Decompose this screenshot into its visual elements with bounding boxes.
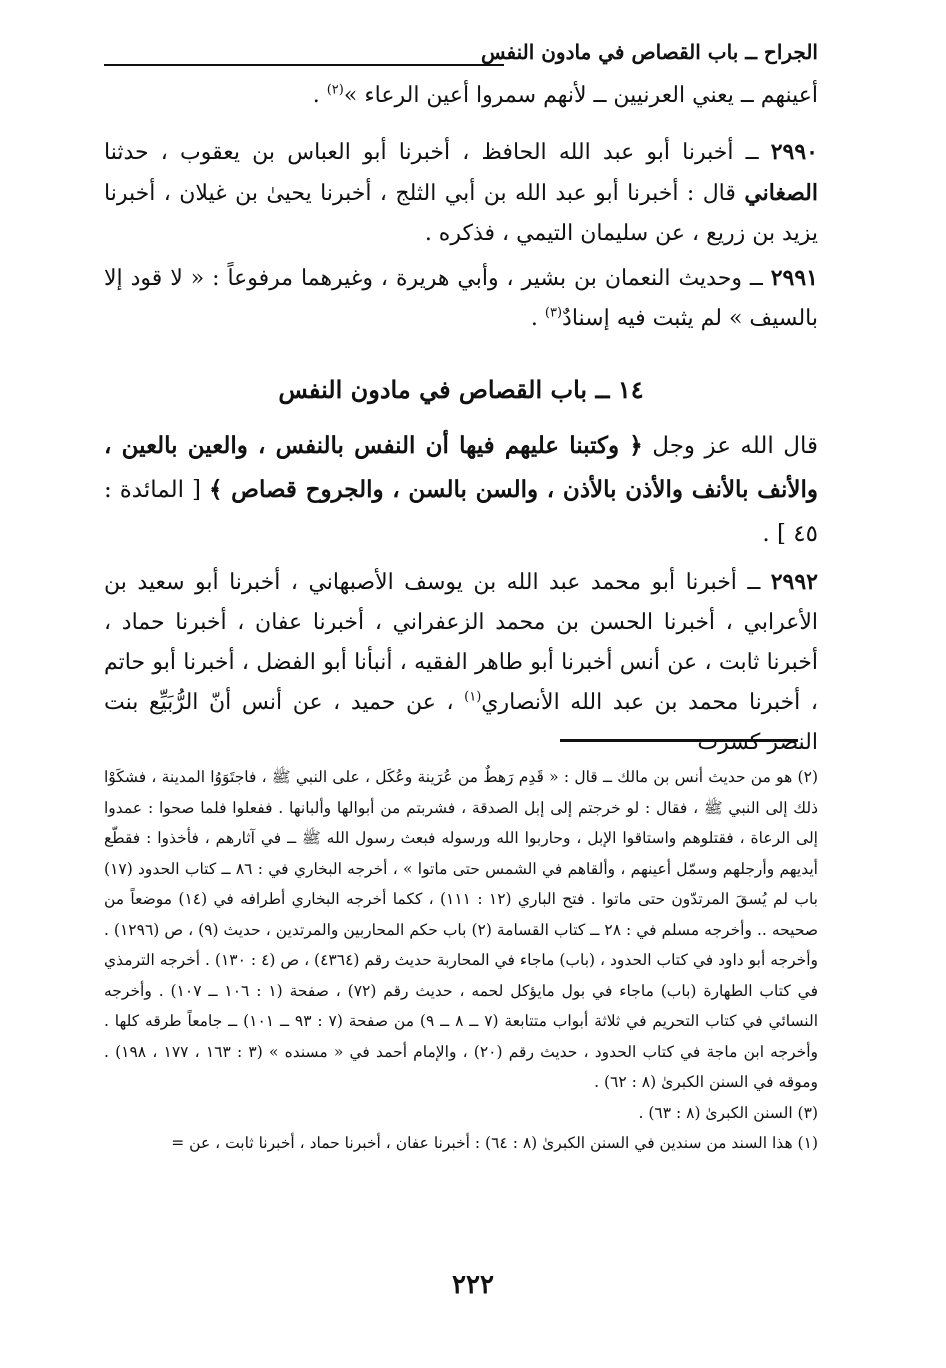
footnote-separator	[560, 739, 798, 742]
footnote-3: (٣) السنن الكبرىٰ (٨ : ٦٣) .	[638, 1103, 818, 1122]
hadith-number-2990: ٢٩٩٠	[770, 139, 818, 165]
hadith-number-2992: ٢٩٩٢	[770, 569, 818, 595]
quran-intro: قال الله عز وجل	[642, 433, 818, 459]
quran-citation	[104, 424, 818, 556]
footnotes	[104, 762, 818, 1159]
quran-reference: [ المائدة : ٤٥ ] .	[104, 477, 818, 547]
running-header-title: الجراح ــ باب القصاص في مادون النفس	[480, 40, 818, 64]
page-number: ٢٢٢	[452, 1270, 494, 1300]
quran-verse: ﴿ وكتبنا عليهم فيها أن النفس بالنفس ، والعين بالعين ، والأنف بالأنف والأذن بالأذن ، والسن بالسن ، والجروح قصاص ﴾	[104, 432, 818, 503]
hadith-2990-text: ــ أخبرنا أبو عبد الله الحافظ ، أخبرنا أبو العباس بن يعقوب ، حدثنا	[104, 140, 771, 165]
footnote-ref-3[interactable]: (٣)	[544, 305, 563, 321]
section-heading: ١٤ ــ باب القصاص في مادون النفس	[278, 375, 644, 404]
hadith-2990-bold-name: الصغاني	[744, 180, 818, 206]
footnote-1: (١) هذا السند من سندين في السنن الكبرىٰ (٨ : ٦٤) : أخبرنا عفان ، أخبرنا حماد ، أخبرنا ثابت ، عن =	[171, 1134, 818, 1152]
header-rule	[104, 64, 504, 66]
hadith-2991-text: ــ وحديث النعمان بن بشير ، وأبي هريرة ، وغيرهما مرفوعاً : « لا قود إلا بالسيف » لم يثبت فيه إسنادٌ	[104, 266, 818, 331]
continued-line-end: .	[312, 83, 327, 108]
continued-line-text: أعينهم ــ يعني العرنيين ــ لأنهم سمروا أعين الرعاء »	[343, 83, 818, 108]
footnote-ref-1[interactable]: (١)	[464, 689, 482, 705]
hadith-2991	[104, 258, 818, 339]
footnote-ref-2[interactable]: (٢)	[326, 82, 344, 98]
hadith-2992-text: ــ أخبرنا أبو محمد عبد الله بن يوسف الأصبهاني ، أخبرنا أبو سعيد بن الأعرابي ، أخبرنا الحسن بن محمد الزعفراني ، أخبرنا عفان ، أخبرنا حماد ، أخبرنا ثابت ، عن أنس أخبرنا أبو طاهر الفقيه ، أنبأنا أبو الفضل ، أخبرنا أبو حاتم ، أخبرنا محمد بن عبد الله الأنصاري	[104, 570, 818, 715]
hadith-2990	[104, 132, 818, 254]
hadith-2992-rest: ، عن حميد ، عن أنس أنّ الرُّبَيِّع بنت النضر كسرت	[104, 690, 818, 755]
hadith-2991-end: .	[530, 306, 545, 331]
footnote-2: (٢) هو من حديث أنس بن مالك ــ قال : « قَدِم رَهطٌ من عُرَينة وعُكَل ، على النبي ﷺ ، فاجتَوَوُا المدينة ، فشكَوْا ذلك إلى النبي ﷺ ، فقال : لو خرجتم إلى إبل الصدقة ، فشربتم من أبوالها وألبانها . ففعلوا فلما صحوا : عمدوا إلى الرعاة ، فقتلوهم واستاقوا الإبل ، وحاربوا الله ورسوله فبعث رسول الله ﷺ ــ في آثارهم ، فأخذوا : فقطّع أيديهم وأرجلهم وسمّل أعينهم ، وألقاهم في الشمس حتى ماتوا » ، أخرجه البخاري في : ٨٦ ــ كتاب الحدود (١٧) باب لم يُسقَ المرتدّون حتى ماتوا . فتح الباري (١٢ : ١١١) ، ككما أخرجه البخاري أطرافه في (١٤) موضعاً من صحيحه .. وأخرجه مسلم في : ٢٨ ــ كتاب القسامة (٢) باب حكم المحاربين والمرتدين ، حديث (٩) ، ص (١٢٩٦) . وأخرجه أبو داود في كتاب الحدود ، (باب) ماجاء في المحاربة حديث رقم (٤٣٦٤) ، ص (٤ : ١٣٠) . أخرجه الترمذي في كتاب الطهارة (باب) ماجاء في بول مايؤكل لحمه ، حديث رقم (٧٢) ، صفحة (١ : ١٠٦ ــ ١٠٧) . وأخرجه النسائي في كتاب التحريم في ثلاثة أبواب متتابعة (٧ ــ ٨ ــ ٩) من صفحة (٧ : ٩٣ ــ ١٠١) ــ جامعاً طرقه كلها . وأخرجه ابن ماجة في كتاب الحدود ، حديث رقم (٢٠) ، والإمام أحمد في « مسنده » (٣ : ١٦٣ ، ١٧٧ ، ١٩٨) . وموقه في السنن الكبرىٰ (٨ : ٦٢) .	[104, 768, 819, 1091]
hadith-number-2991: ٢٩٩١	[770, 265, 818, 291]
hadith-2990-rest: قال : أخبرنا أبو عبد الله بن أبي الثلج ، أخبرنا يحيىٰ بن غيلان ، أخبرنا يزيد بن زريع ، عن سليمان التيمي ، فذكره .	[104, 181, 818, 246]
hadith-2992	[104, 562, 818, 763]
continued-line	[104, 76, 818, 116]
running-header	[104, 40, 818, 70]
